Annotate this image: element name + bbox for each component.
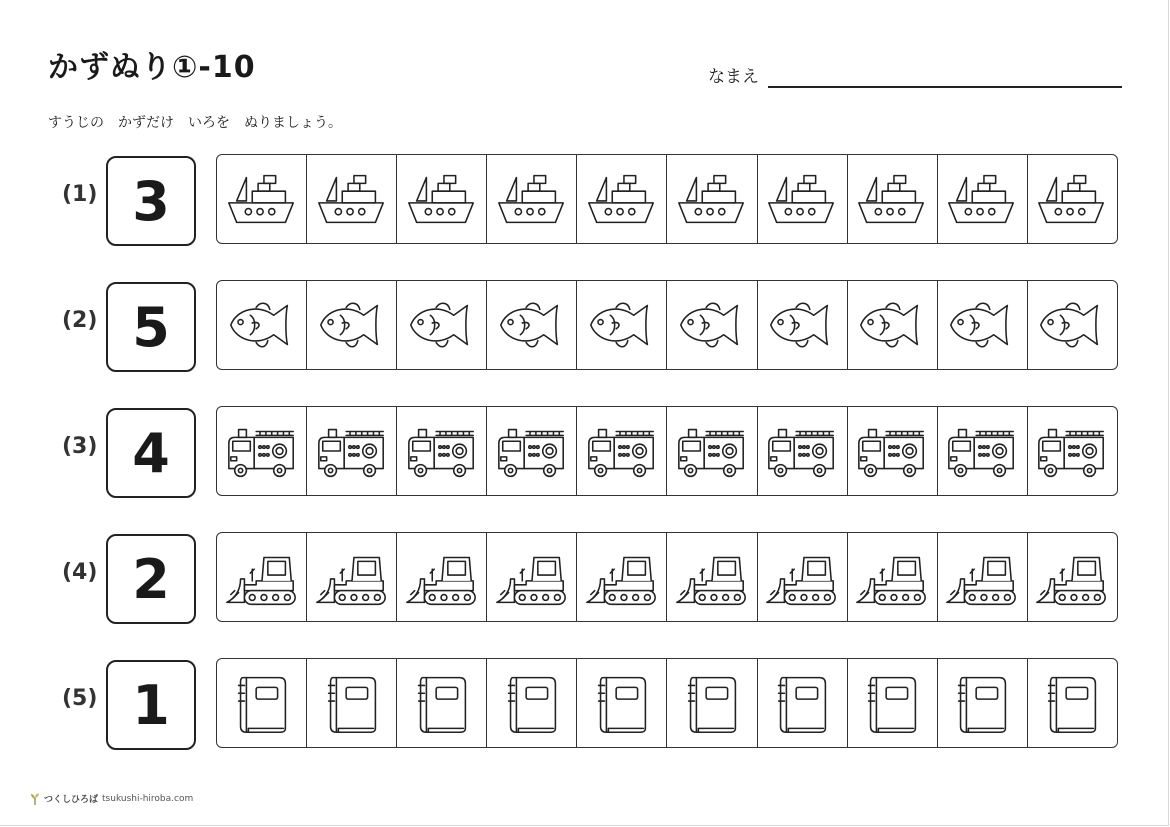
fire-truck-icon xyxy=(403,418,481,484)
bulldozer-icon xyxy=(313,544,391,610)
notebook-icon xyxy=(403,670,481,736)
picture-cell[interactable] xyxy=(307,281,397,369)
picture-cell[interactable] xyxy=(487,407,577,495)
fish-icon xyxy=(493,292,571,358)
picture-cell[interactable] xyxy=(1028,659,1117,747)
fire-truck-icon xyxy=(493,418,571,484)
picture-cell[interactable] xyxy=(667,407,757,495)
picture-cell[interactable] xyxy=(307,155,397,243)
sprout-logo-icon xyxy=(30,793,40,805)
exercise-row xyxy=(0,658,1170,750)
notebook-icon xyxy=(673,670,751,736)
fish-icon xyxy=(403,292,481,358)
exercise-row xyxy=(0,154,1170,246)
ship-icon xyxy=(673,166,751,232)
ship-icon xyxy=(853,166,931,232)
ship-icon xyxy=(313,166,391,232)
exercise-row xyxy=(0,280,1170,372)
picture-strip xyxy=(216,280,1118,370)
name-field[interactable] xyxy=(708,60,1122,90)
ship-icon xyxy=(943,166,1021,232)
picture-cell[interactable] xyxy=(938,533,1028,621)
picture-cell[interactable] xyxy=(217,281,307,369)
picture-cell[interactable] xyxy=(667,281,757,369)
fish-icon xyxy=(673,292,751,358)
notebook-icon xyxy=(763,670,841,736)
picture-cell[interactable] xyxy=(307,533,397,621)
picture-cell[interactable] xyxy=(577,407,667,495)
row-number-label: (3) xyxy=(62,434,98,459)
target-count-box: 5 xyxy=(106,282,196,372)
fish-icon xyxy=(313,292,391,358)
bulldozer-icon xyxy=(403,544,481,610)
picture-strip xyxy=(216,154,1118,244)
footer-url: tsukushi-hiroba.com xyxy=(102,793,194,804)
picture-cell[interactable] xyxy=(758,281,848,369)
picture-cell[interactable] xyxy=(667,155,757,243)
fish-icon xyxy=(583,292,661,358)
footer xyxy=(30,792,193,805)
target-count-box: 4 xyxy=(106,408,196,498)
picture-cell[interactable] xyxy=(938,659,1028,747)
bulldozer-icon xyxy=(583,544,661,610)
picture-cell[interactable] xyxy=(848,659,938,747)
page-title: かずぬり①-10 xyxy=(48,50,256,85)
picture-cell[interactable] xyxy=(1028,155,1117,243)
fire-truck-icon xyxy=(223,418,301,484)
notebook-icon xyxy=(493,670,571,736)
fire-truck-icon xyxy=(763,418,841,484)
bulldozer-icon xyxy=(853,544,931,610)
fire-truck-icon xyxy=(943,418,1021,484)
picture-cell[interactable] xyxy=(1028,281,1117,369)
picture-cell[interactable] xyxy=(307,407,397,495)
notebook-icon xyxy=(1033,670,1111,736)
picture-cell[interactable] xyxy=(577,533,667,621)
picture-cell[interactable] xyxy=(397,281,487,369)
fish-icon xyxy=(763,292,841,358)
fire-truck-icon xyxy=(1033,418,1111,484)
picture-cell[interactable] xyxy=(758,533,848,621)
picture-cell[interactable] xyxy=(577,659,667,747)
picture-cell[interactable] xyxy=(848,155,938,243)
bulldozer-icon xyxy=(493,544,571,610)
name-write-line[interactable] xyxy=(768,86,1122,88)
picture-cell[interactable] xyxy=(758,407,848,495)
picture-cell[interactable] xyxy=(397,659,487,747)
picture-cell[interactable] xyxy=(487,155,577,243)
picture-cell[interactable] xyxy=(1028,533,1117,621)
fire-truck-icon xyxy=(583,418,661,484)
picture-cell[interactable] xyxy=(577,281,667,369)
fire-truck-icon xyxy=(673,418,751,484)
exercise-row xyxy=(0,406,1170,498)
picture-strip xyxy=(216,532,1118,622)
fish-icon xyxy=(943,292,1021,358)
picture-cell[interactable] xyxy=(758,659,848,747)
target-count-box: 3 xyxy=(106,156,196,246)
picture-cell[interactable] xyxy=(1028,407,1117,495)
picture-cell[interactable] xyxy=(848,533,938,621)
picture-cell[interactable] xyxy=(217,533,307,621)
notebook-icon xyxy=(313,670,391,736)
row-number-label: (4) xyxy=(62,560,98,585)
ship-icon xyxy=(583,166,661,232)
bulldozer-icon xyxy=(943,544,1021,610)
picture-cell[interactable] xyxy=(577,155,667,243)
fire-truck-icon xyxy=(853,418,931,484)
row-number-label: (2) xyxy=(62,308,98,333)
picture-cell[interactable] xyxy=(848,407,938,495)
bulldozer-icon xyxy=(763,544,841,610)
picture-cell[interactable] xyxy=(217,155,307,243)
ship-icon xyxy=(403,166,481,232)
picture-strip xyxy=(216,658,1118,748)
ship-icon xyxy=(493,166,571,232)
bulldozer-icon xyxy=(673,544,751,610)
picture-cell[interactable] xyxy=(397,407,487,495)
picture-cell[interactable] xyxy=(217,407,307,495)
fish-icon xyxy=(853,292,931,358)
picture-cell[interactable] xyxy=(758,155,848,243)
notebook-icon xyxy=(583,670,661,736)
picture-cell[interactable] xyxy=(848,281,938,369)
ship-icon xyxy=(1033,166,1111,232)
instruction-text: すうじの かずだけ いろを ぬりましょう。 xyxy=(48,115,342,131)
picture-cell[interactable] xyxy=(307,659,397,747)
bulldozer-icon xyxy=(223,544,301,610)
picture-strip xyxy=(216,406,1118,496)
picture-cell[interactable] xyxy=(397,155,487,243)
name-label: なまえ xyxy=(708,67,759,87)
picture-cell[interactable] xyxy=(667,533,757,621)
picture-cell[interactable] xyxy=(938,155,1028,243)
picture-cell[interactable] xyxy=(938,281,1028,369)
row-number-label: (1) xyxy=(62,182,98,207)
ship-icon xyxy=(763,166,841,232)
picture-cell[interactable] xyxy=(217,659,307,747)
footer-brand: つくしひろば xyxy=(44,795,99,805)
picture-cell[interactable] xyxy=(487,281,577,369)
picture-cell[interactable] xyxy=(397,533,487,621)
target-count-box: 2 xyxy=(106,534,196,624)
fire-truck-icon xyxy=(313,418,391,484)
picture-cell[interactable] xyxy=(487,659,577,747)
exercise-row xyxy=(0,532,1170,624)
notebook-icon xyxy=(223,670,301,736)
bulldozer-icon xyxy=(1033,544,1111,610)
picture-cell[interactable] xyxy=(938,407,1028,495)
picture-cell[interactable] xyxy=(667,659,757,747)
notebook-icon xyxy=(853,670,931,736)
picture-cell[interactable] xyxy=(487,533,577,621)
fish-icon xyxy=(223,292,301,358)
notebook-icon xyxy=(943,670,1021,736)
row-number-label: (5) xyxy=(62,686,98,711)
fish-icon xyxy=(1033,292,1111,358)
target-count-box: 1 xyxy=(106,660,196,750)
ship-icon xyxy=(223,166,301,232)
